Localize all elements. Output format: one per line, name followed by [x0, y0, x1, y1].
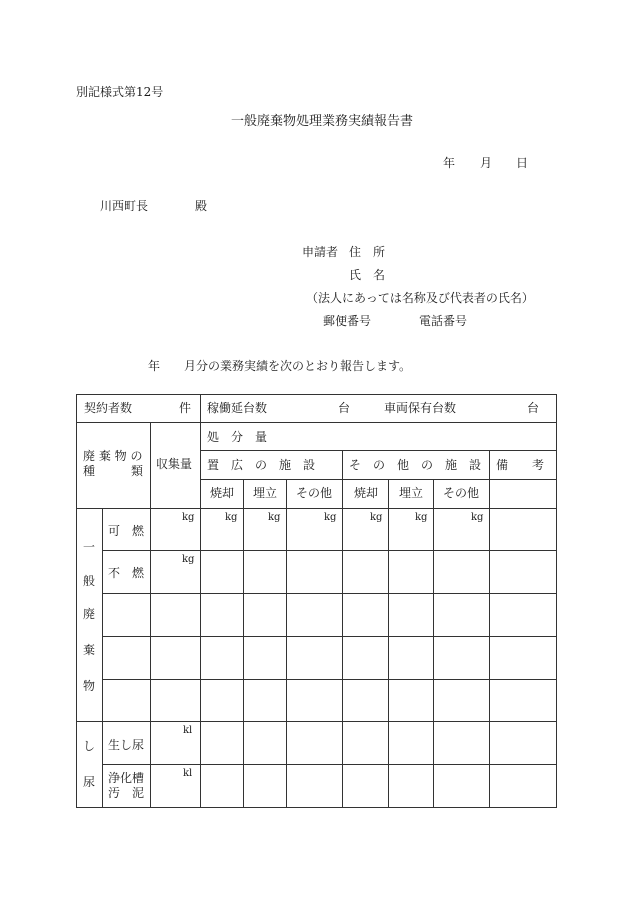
waste-type-label-line2: 種 類: [83, 464, 144, 478]
phone-number-label: 電話番号: [419, 314, 468, 328]
date-year-label: 年: [443, 156, 456, 170]
unit-kg: kg: [415, 512, 428, 523]
unit-kg: kg: [268, 512, 281, 523]
disposal-amount-header: 処 分 量: [207, 430, 268, 444]
raw-night-soil-label: 生し尿: [108, 738, 145, 752]
unit-kg: kg: [324, 512, 337, 523]
burnable-label: 可 燃: [108, 524, 145, 538]
other-header-2: その他: [443, 486, 480, 500]
col-line: [102, 508, 103, 808]
unit-kg: kg: [370, 512, 383, 523]
date-month-label: 月: [480, 156, 493, 170]
contract-count-label: 契約者数: [84, 401, 133, 415]
night-soil-char: 尿: [82, 775, 95, 789]
col-line: [243, 479, 244, 808]
unit-kl: kl: [183, 768, 193, 779]
addressee-honorific: 殿: [195, 199, 208, 213]
intro-text: 月分の業務実績を次のとおり報告します。: [184, 359, 412, 373]
corporate-note: （法人にあっては名称及び代表者の氏名）: [306, 291, 534, 305]
operating-count-label: 稼働延台数: [207, 401, 268, 415]
general-waste-char: 一: [82, 540, 95, 554]
unit-kg: kg: [182, 512, 195, 523]
row-line: [76, 508, 557, 509]
operating-count-unit: 台: [338, 401, 351, 415]
name-label: 氏 名: [349, 268, 386, 282]
col-line: [342, 450, 343, 808]
table-border: [76, 394, 557, 808]
collection-amount-header: 収集量: [156, 457, 193, 471]
col-line: [489, 450, 490, 808]
incineration-header-2: 焼却: [354, 486, 379, 500]
landfill-header-2: 埋立: [399, 486, 424, 500]
intro-year: 年: [148, 359, 161, 373]
col-line: [200, 394, 201, 422]
row-line: [76, 422, 557, 423]
night-soil-char: し: [82, 739, 95, 753]
remarks-header: 備 考: [496, 458, 545, 472]
unit-kl: kl: [183, 725, 193, 736]
applicant-label: 申請者: [302, 245, 339, 259]
postal-code-label: 郵便番号: [323, 314, 372, 328]
col-line: [286, 479, 287, 808]
other-facility-header: そ の 他 の 施 設: [349, 458, 482, 472]
vehicle-count-unit: 台: [527, 401, 540, 415]
contract-count-unit: 件: [179, 401, 192, 415]
unit-kg: kg: [471, 512, 484, 523]
wide-area-facility-header: 置 広 の 施 設: [207, 458, 316, 472]
date-day-label: 日: [516, 156, 529, 170]
col-line: [200, 422, 201, 808]
incineration-header-1: 焼却: [210, 486, 235, 500]
performance-table: [76, 394, 557, 808]
nonburnable-label: 不 燃: [108, 566, 145, 580]
page-title: 一般廃棄物処理業務実績報告書: [231, 114, 414, 129]
col-line: [433, 479, 434, 808]
unit-kg: kg: [182, 554, 195, 565]
other-header-1: その他: [296, 486, 333, 500]
general-waste-char: 廃: [82, 607, 95, 621]
row-line: [76, 721, 557, 722]
form-number: 別記様式第12号: [76, 85, 164, 99]
unit-kg: kg: [225, 512, 238, 523]
row-line: [200, 479, 557, 480]
general-waste-char: 物: [82, 679, 95, 693]
vehicle-count-label: 車両保有台数: [384, 401, 457, 415]
address-label: 住 所: [349, 245, 386, 259]
general-waste-char: 般: [82, 574, 95, 588]
landfill-header-1: 埋立: [253, 486, 278, 500]
col-line: [388, 479, 389, 808]
row-line: [200, 450, 557, 451]
waste-type-label-line1: 廃 棄 物 の: [83, 449, 143, 463]
septic-sludge-label-line1: 浄化槽: [108, 771, 145, 785]
addressee-name: 川西町長: [100, 199, 149, 213]
general-waste-char: 棄: [82, 643, 95, 657]
septic-sludge-label-line2: 汚 泥: [108, 786, 145, 800]
col-line: [150, 508, 151, 808]
col-line: [150, 422, 151, 508]
